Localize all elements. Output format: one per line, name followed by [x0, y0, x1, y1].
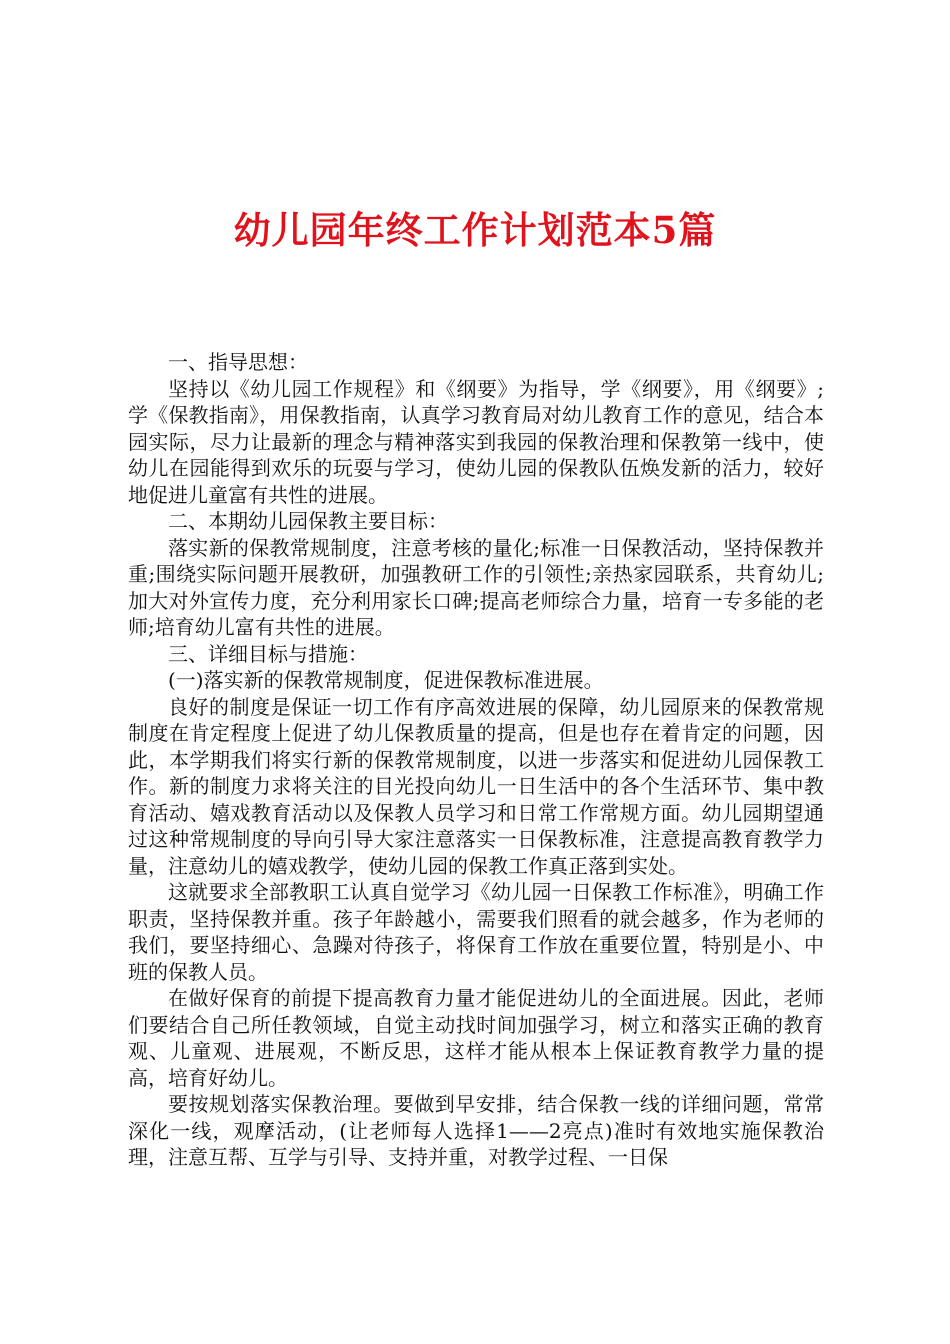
- paragraph-main-goals: 落实新的保教常规制度，注意考核的量化;标准一日保教活动，坚持保教并重;围绕实际问题开展教研，加强教研工作的引领性;亲热家园联系，共育幼儿;加大对外宣传力度，充分利用家长口碑;提高老师综合力量，培育一专多能的老师;培育幼儿富有共性的进展。: [128, 535, 824, 639]
- section-heading-guiding-ideology: 一、指导思想：: [168, 350, 308, 374]
- paragraph-guiding-ideology: 坚持以《幼儿园工作规程》和《纲要》为指导，学《纲要》，用《纲要》;学《保教指南》，用保教指南，认真学习教育局对幼儿教育工作的意见，结合本园实际，尽力让最新的理念与精神落实到我园的保教治理和保教第一线中，使幼儿在园能得到欢乐的玩耍与学习，使幼儿园的保教队伍焕发新的活力，较好地促进儿童富有共性的进展。: [128, 376, 824, 507]
- paragraph-teaching-ability: 在做好保育的前提下提高教育力量才能促进幼儿的全面进展。因此，老师们要结合自己所任教领域，自觉主动找时间加强学习，树立和落实正确的教育观、儿童观、进展观，不断反思，这样才能从根本上保证教育教学力量的提高，培育好幼儿。: [128, 986, 824, 1090]
- section-heading-main-goals: 二、本期幼儿园保教主要目标：: [168, 509, 448, 533]
- document-body: [128, 349, 824, 1171]
- paragraph-staff-study: 这就要求全部教职工认真自觉学习《幼儿园一日保教工作标准》，明确工作职责，坚持保教并重。孩子年龄越小，需要我们照看的就会越多，作为老师的我们，要坚持细心、急躁对待孩子，将保育工作放在重要位置，特别是小、中班的保教人员。: [128, 880, 824, 984]
- paragraph-routine-system: 良好的制度是保证一切工作有序高效进展的保障，幼儿园原来的保教常规制度在肯定程度上促进了幼儿保教质量的提高，但是也存在着肯定的问题，因此，本学期我们将实行新的保教常规制度，以进一步落实和促进幼儿园保教工作。新的制度力求将关注的目光投向幼儿一日生活中的各个生活环节、集中教育活动、嬉戏教育活动以及保教人员学习和日常工作常规方面。幼儿园期望通过这种常规制度的导向引导大家注意落实一日保教标准，注意提高教育教学力量，注意幼儿的嬉戏教学，使幼儿园的保教工作真正落到实处。: [128, 694, 824, 878]
- subsection-heading-routine-system: (一)落实新的保教常规制度，促进保教标准进展。: [168, 668, 604, 692]
- document-title: 幼儿园年终工作计划范本5篇: [233, 208, 717, 252]
- paragraph-management-plan: 要按规划落实保教治理。要做到早安排，结合保教一线的详细问题，常常深化一线，观摩活动，(让老师每人选择1——2亮点)准时有效地实施保教治理，注意互帮、互学与引导、支持并重，对教学过程、一日保: [128, 1092, 824, 1169]
- section-heading-detailed-measures: 三、详细目标与措施：: [168, 641, 368, 666]
